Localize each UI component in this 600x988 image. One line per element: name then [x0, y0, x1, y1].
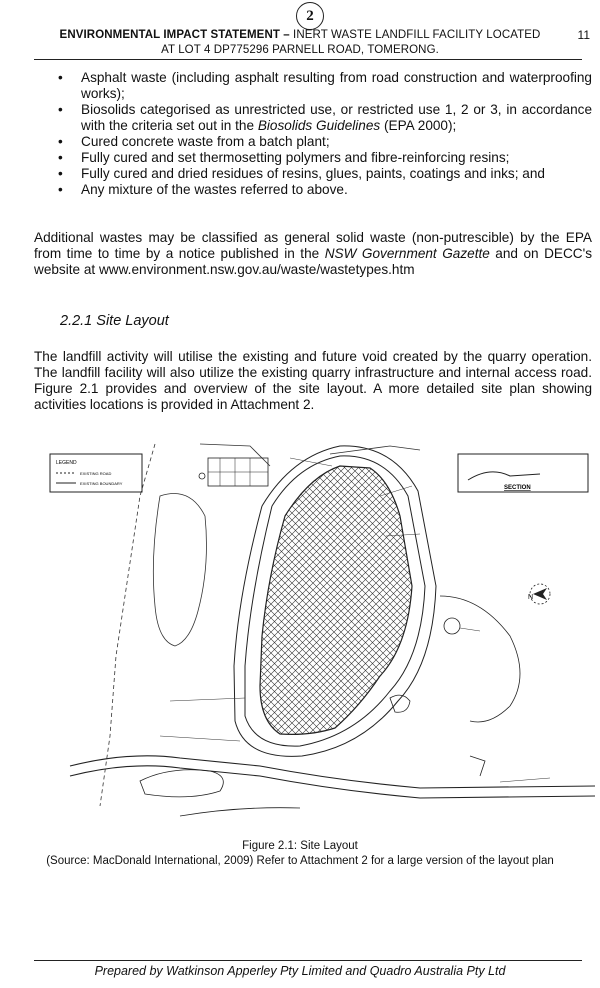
additional-wastes-paragraph: Additional wastes may be classified as general solid waste (non-putrescible) by the EPA from time to time by a notice published in the NSW Government Gazette and on DECC's website at www.environment.nsw.gov.au/waste/wastetypes.htm — [34, 230, 593, 277]
footer-divider — [34, 960, 582, 961]
page-number: 11 — [577, 28, 590, 42]
waste-list — [40, 70, 592, 198]
header-line-2: AT LOT 4 DP775296 PARNELL ROAD, TOMERONG. — [161, 44, 439, 56]
list-item: • Fully cured and set thermosetting polymers and fibre-reinforcing resins; — [58, 150, 510, 165]
section-label: SECTION — [504, 485, 531, 491]
header-divider — [34, 59, 582, 60]
bullet-icon: • — [58, 134, 63, 149]
legend-item: EXISTING ROAD — [80, 471, 112, 476]
site-layout-paragraph: The landfill activity will utilise the existing and future void created by the quarry operation. The landfill facility will also utilize the existing quarry infrastructure and internal access road. Figure 2.1 provides and overview of the site layout. A more detailed site plan showing activities locations is provided in Attachment 2. — [34, 349, 592, 412]
bullet-icon: • — [58, 150, 63, 165]
north-arrow-icon — [528, 584, 550, 604]
list-item: • Asphalt waste (including asphalt resulting from road construction and waterproofing works); — [58, 70, 592, 101]
list-item: • Cured concrete waste from a batch plant; — [58, 134, 330, 149]
page-header — [30, 28, 570, 58]
site-layout-plan — [40, 436, 595, 836]
header-line-1: ENVIRONMENTAL IMPACT STATEMENT – INERT WASTE LANDFILL FACILITY LOCATED — [59, 29, 541, 41]
site-buildings — [199, 458, 268, 486]
list-item: • Fully cured and dried residues of resins, glues, paints, coatings and inks; and — [58, 166, 545, 181]
bullet-icon: • — [58, 182, 63, 197]
section-inset — [458, 454, 588, 492]
page-footer: Prepared by Watkinson Apperley Pty Limited and Quadro Australia Pty Ltd — [94, 964, 506, 978]
list-item: • Biosolids categorised as unrestricted use, or restricted use 1, 2 or 3, in accordance with the criteria set out in the Biosolids Guidelines (EPA 2000); — [58, 102, 592, 133]
bullet-icon: • — [58, 166, 63, 181]
map-legend — [50, 454, 142, 492]
figure-caption: Figure 2.1: Site Layout — [242, 840, 358, 852]
bullet-icon: • — [58, 70, 63, 85]
legend-title: LEGEND — [56, 460, 77, 466]
list-item: • Any mixture of the wastes referred to above. — [58, 182, 348, 197]
svg-text:N: N — [528, 594, 534, 601]
section-heading: 2.2.1 Site Layout — [60, 313, 169, 329]
page-stamp: 2 — [296, 2, 324, 30]
landfill-void — [260, 466, 412, 734]
legend-item: EXISTING BOUNDARY — [80, 481, 123, 486]
figure-source: (Source: MacDonald International, 2009) Refer to Attachment 2 for a large version of the layout plan — [46, 855, 554, 867]
bullet-icon: • — [58, 102, 63, 117]
